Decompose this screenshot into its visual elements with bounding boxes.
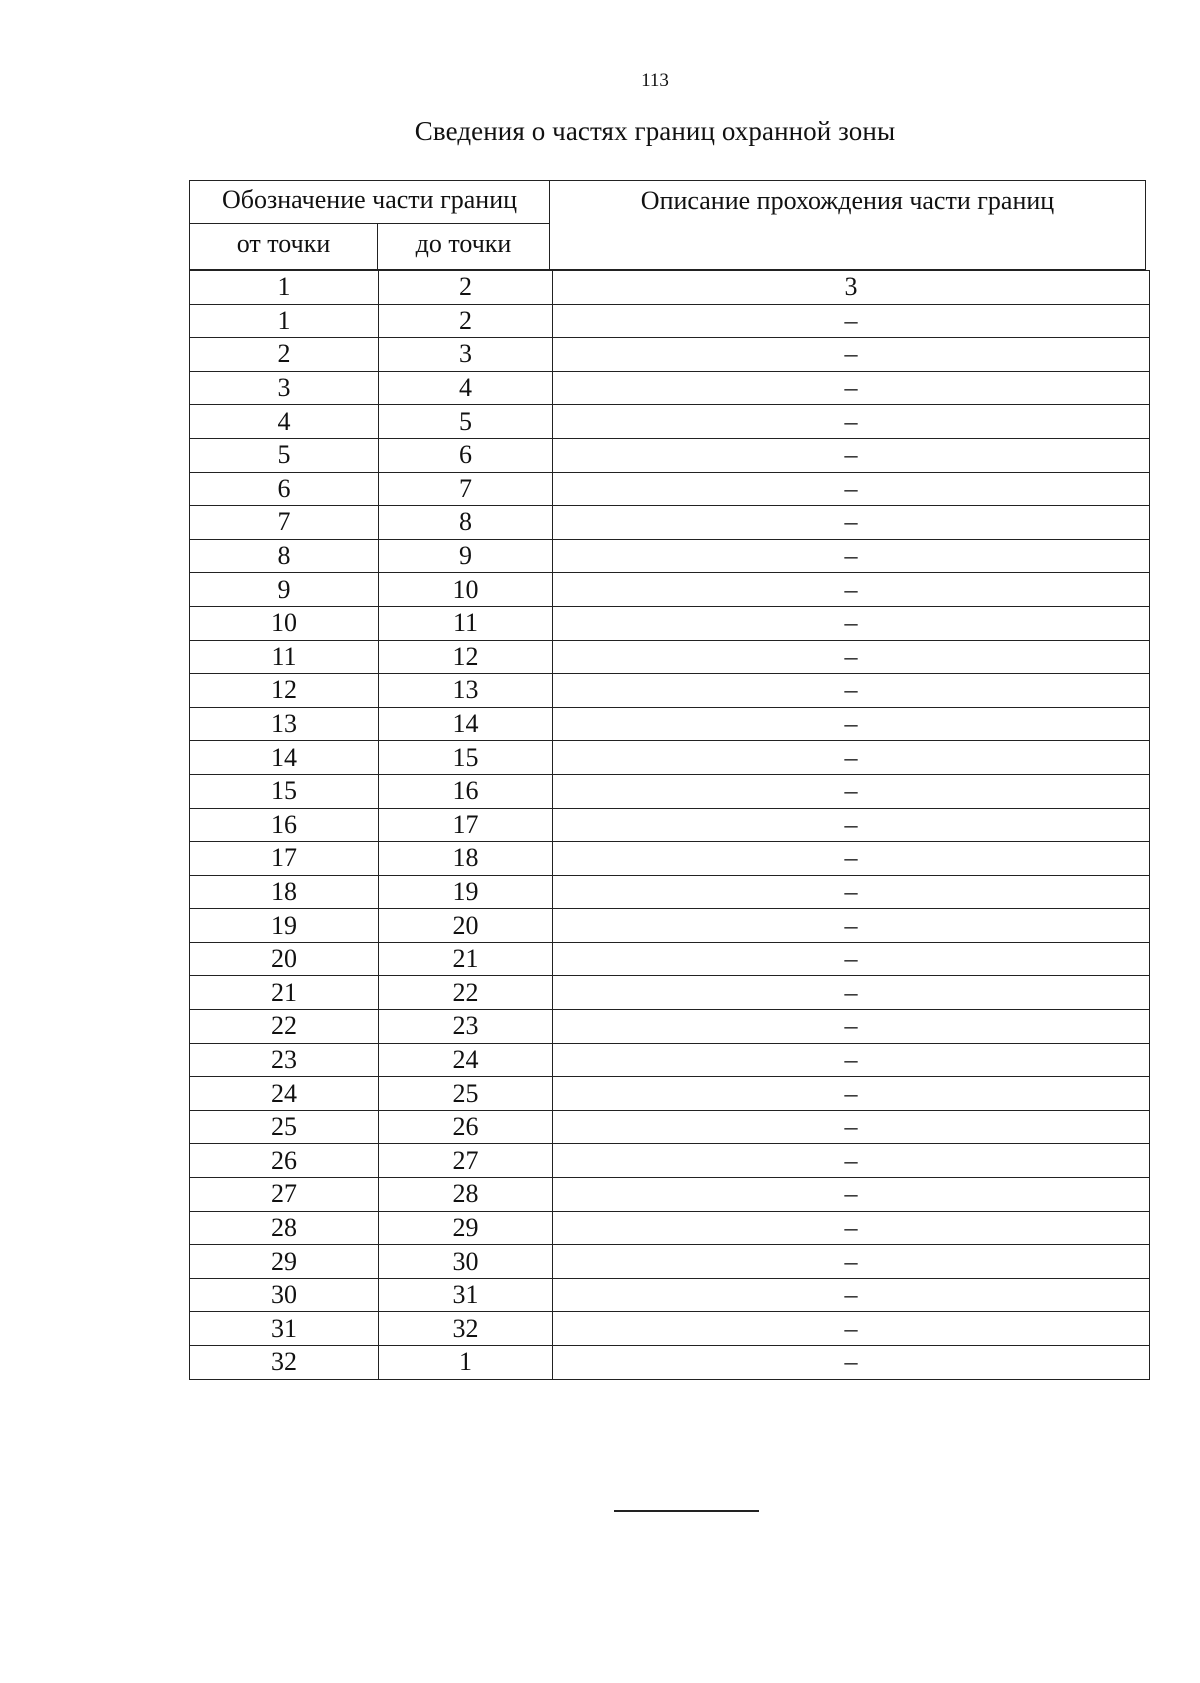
table-row	[190, 1110, 1150, 1144]
from-point-cell: 15	[190, 774, 379, 808]
to-point-cell: 17	[379, 808, 553, 842]
from-point-cell: 12	[190, 674, 379, 708]
table-row	[190, 371, 1150, 405]
to-point-cell: 7	[379, 472, 553, 506]
to-point-cell: 25	[379, 1077, 553, 1111]
table-row	[190, 1211, 1150, 1245]
table-row	[190, 472, 1150, 506]
from-point-cell: 26	[190, 1144, 379, 1178]
from-point-cell: 11	[190, 640, 379, 674]
to-point-cell: 2	[379, 304, 553, 338]
from-point-cell: 10	[190, 606, 379, 640]
from-point-cell: 24	[190, 1077, 379, 1111]
to-point-cell: 27	[379, 1144, 553, 1178]
description-cell: –	[553, 976, 1150, 1010]
from-point-cell: 6	[190, 472, 379, 506]
page-number: 113	[641, 70, 669, 91]
table-row	[190, 573, 1150, 607]
description-cell: –	[553, 1245, 1150, 1279]
from-point-cell: 18	[190, 875, 379, 909]
to-point-cell: 32	[379, 1312, 553, 1346]
column-number: 1	[190, 271, 379, 305]
description-cell: –	[553, 1278, 1150, 1312]
table-row	[190, 539, 1150, 573]
description-cell: –	[553, 909, 1150, 943]
column-number: 3	[553, 271, 1150, 305]
description-cell: –	[553, 539, 1150, 573]
description-cell: –	[553, 1346, 1150, 1380]
from-point-cell: 21	[190, 976, 379, 1010]
table-row	[190, 506, 1150, 540]
from-point-cell: 13	[190, 707, 379, 741]
boundary-table	[189, 270, 1150, 1380]
from-point-cell: 17	[190, 842, 379, 876]
description-cell: –	[553, 1077, 1150, 1111]
from-point-cell: 31	[190, 1312, 379, 1346]
column-number-row	[190, 271, 1150, 305]
table-row	[190, 1278, 1150, 1312]
from-point-cell: 23	[190, 1043, 379, 1077]
table-row	[190, 875, 1150, 909]
from-point-cell: 25	[190, 1110, 379, 1144]
to-point-cell: 20	[379, 909, 553, 943]
to-point-cell: 5	[379, 405, 553, 439]
table-row	[190, 942, 1150, 976]
from-point-cell: 16	[190, 808, 379, 842]
to-point-cell: 11	[379, 606, 553, 640]
to-point-cell: 10	[379, 573, 553, 607]
to-point-cell: 31	[379, 1278, 553, 1312]
description-cell: –	[553, 808, 1150, 842]
description-cell: –	[553, 573, 1150, 607]
description-cell: –	[553, 338, 1150, 372]
table-row	[190, 741, 1150, 775]
from-point-cell: 20	[190, 942, 379, 976]
table-row	[190, 1245, 1150, 1279]
to-point-cell: 12	[379, 640, 553, 674]
table-row	[190, 1077, 1150, 1111]
table-row	[190, 438, 1150, 472]
table-row	[190, 774, 1150, 808]
table-row	[190, 808, 1150, 842]
from-point-cell: 8	[190, 539, 379, 573]
to-point-cell: 29	[379, 1211, 553, 1245]
from-point-cell: 4	[190, 405, 379, 439]
table-row	[190, 1043, 1150, 1077]
description-cell: –	[553, 674, 1150, 708]
from-point-cell: 3	[190, 371, 379, 405]
table-header	[189, 180, 1146, 270]
to-point-cell: 6	[379, 438, 553, 472]
description-cell: –	[553, 304, 1150, 338]
table-row	[190, 1010, 1150, 1044]
from-point-cell: 30	[190, 1278, 379, 1312]
from-point-cell: 22	[190, 1010, 379, 1044]
from-point-cell: 5	[190, 438, 379, 472]
description-cell: –	[553, 842, 1150, 876]
to-point-cell: 8	[379, 506, 553, 540]
table-row	[190, 674, 1150, 708]
to-point-cell: 14	[379, 707, 553, 741]
to-point-cell: 23	[379, 1010, 553, 1044]
description-cell: –	[553, 405, 1150, 439]
description-cell: –	[553, 371, 1150, 405]
to-point-cell: 9	[379, 539, 553, 573]
to-point-cell: 1	[379, 1346, 553, 1380]
description-cell: –	[553, 640, 1150, 674]
to-point-cell: 15	[379, 741, 553, 775]
from-point-cell: 9	[190, 573, 379, 607]
to-point-cell: 21	[379, 942, 553, 976]
end-rule	[614, 1510, 759, 1512]
from-point-cell: 14	[190, 741, 379, 775]
table-row	[190, 405, 1150, 439]
description-cell: –	[553, 774, 1150, 808]
header-description: Описание прохождения части границ	[550, 181, 1146, 270]
header-to-point: до точки	[378, 224, 550, 270]
from-point-cell: 7	[190, 506, 379, 540]
to-point-cell: 28	[379, 1178, 553, 1212]
table-row	[190, 606, 1150, 640]
to-point-cell: 26	[379, 1110, 553, 1144]
from-point-cell: 19	[190, 909, 379, 943]
description-cell: –	[553, 1110, 1150, 1144]
description-cell: –	[553, 875, 1150, 909]
table-row	[190, 1346, 1150, 1380]
description-cell: –	[553, 438, 1150, 472]
to-point-cell: 18	[379, 842, 553, 876]
description-cell: –	[553, 506, 1150, 540]
description-cell: –	[553, 1178, 1150, 1212]
table-row	[190, 640, 1150, 674]
to-point-cell: 24	[379, 1043, 553, 1077]
table-row	[190, 976, 1150, 1010]
to-point-cell: 4	[379, 371, 553, 405]
table-row	[190, 909, 1150, 943]
to-point-cell: 30	[379, 1245, 553, 1279]
page-title: Сведения о частях границ охранной зоны	[414, 116, 896, 146]
table-row	[190, 1144, 1150, 1178]
from-point-cell: 28	[190, 1211, 379, 1245]
table-row	[190, 1312, 1150, 1346]
description-cell: –	[553, 707, 1150, 741]
to-point-cell: 13	[379, 674, 553, 708]
table-row	[190, 1178, 1150, 1212]
description-cell: –	[553, 1010, 1150, 1044]
description-cell: –	[553, 1211, 1150, 1245]
description-cell: –	[553, 942, 1150, 976]
description-cell: –	[553, 1312, 1150, 1346]
from-point-cell: 29	[190, 1245, 379, 1279]
header-boundary-part: Обозначение части границ	[190, 181, 550, 224]
description-cell: –	[553, 741, 1150, 775]
from-point-cell: 27	[190, 1178, 379, 1212]
table-row	[190, 304, 1150, 338]
to-point-cell: 3	[379, 338, 553, 372]
header-from-point: от точки	[190, 224, 378, 270]
table-row	[190, 707, 1150, 741]
description-cell: –	[553, 472, 1150, 506]
to-point-cell: 19	[379, 875, 553, 909]
table-row	[190, 842, 1150, 876]
description-cell: –	[553, 1144, 1150, 1178]
from-point-cell: 1	[190, 304, 379, 338]
to-point-cell: 22	[379, 976, 553, 1010]
table-row	[190, 338, 1150, 372]
description-cell: –	[553, 606, 1150, 640]
column-number: 2	[379, 271, 553, 305]
from-point-cell: 2	[190, 338, 379, 372]
to-point-cell: 16	[379, 774, 553, 808]
description-cell: –	[553, 1043, 1150, 1077]
from-point-cell: 32	[190, 1346, 379, 1380]
